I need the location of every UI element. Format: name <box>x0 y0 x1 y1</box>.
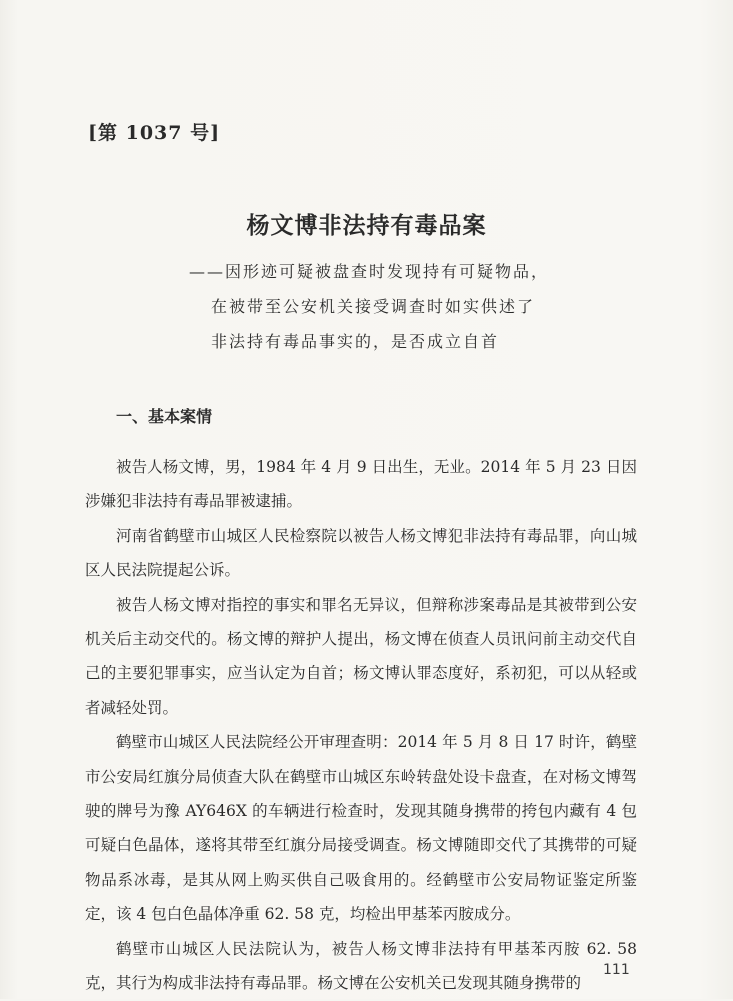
subtitle-line-3: 非法持有毒品事实的，是否成立自首 <box>211 332 500 351</box>
paragraph-prosecution: 河南省鹤壁市山城区人民检察院以被告人杨文博犯非法持有毒品罪，向山城区人民法院提起公诉。 <box>85 526 637 580</box>
subtitle-line-1: ——因形迹可疑被盘查时发现持有可疑物品， <box>189 262 550 281</box>
case-title: 杨文博非法持有毒品案 <box>246 212 487 239</box>
section-heading: 一、基本案情 <box>116 407 213 426</box>
case-number: [第 1037 号] <box>88 122 221 144</box>
page-number: 111 <box>603 962 630 978</box>
body-text <box>85 450 637 1001</box>
subtitle-line-2: 在被带至公安机关接受调查时如实供述了 <box>211 297 536 316</box>
paragraph-facts: 鹤壁市山城区人民法院经公开审理查明：2014 年 5 月 8 日 17 时许，鹤壁市公安局红旗分局侦查大队在鹤壁市山城区东岭转盘处设卡盘查，在对杨文博驾驶的牌号为豫 AY646X 的车辆进行检查时，发现其随身携带的挎包内藏有 4 包可疑白色晶体，遂将其带至红旗分局接受调查。杨文博随即交代了其携带的可疑物品系冰毒，是其从网上购买供自己吸食用的。经鹤壁市公安局物证鉴定所鉴定，该 4 包白色晶体净重 62. 58 克，均检出甲基苯丙胺成分。 <box>85 733 637 924</box>
paragraph-defendant-info: 被告人杨文博，男，1984 年 4 月 9 日出生，无业。2014 年 5 月 23 日因涉嫌犯非法持有毒品罪被逮捕。 <box>85 458 637 511</box>
paragraph-court-opinion: 鹤壁市山城区人民法院认为，被告人杨文博非法持有甲基苯丙胺 62. 58 克，其行为构成非法持有毒品罪。杨文博在公安机关已发现其随身携带的 <box>85 939 637 993</box>
paragraph-defense: 被告人杨文博对指控的事实和罪名无异议，但辩称涉案毒品是其被带到公安机关后主动交代的。杨文博的辩护人提出，杨文博在侦查人员讯问前主动交代自己的主要犯罪事实，应当认定为自首；杨文博认罪态度好，系初犯，可以从轻或者减轻处罚。 <box>85 595 637 717</box>
